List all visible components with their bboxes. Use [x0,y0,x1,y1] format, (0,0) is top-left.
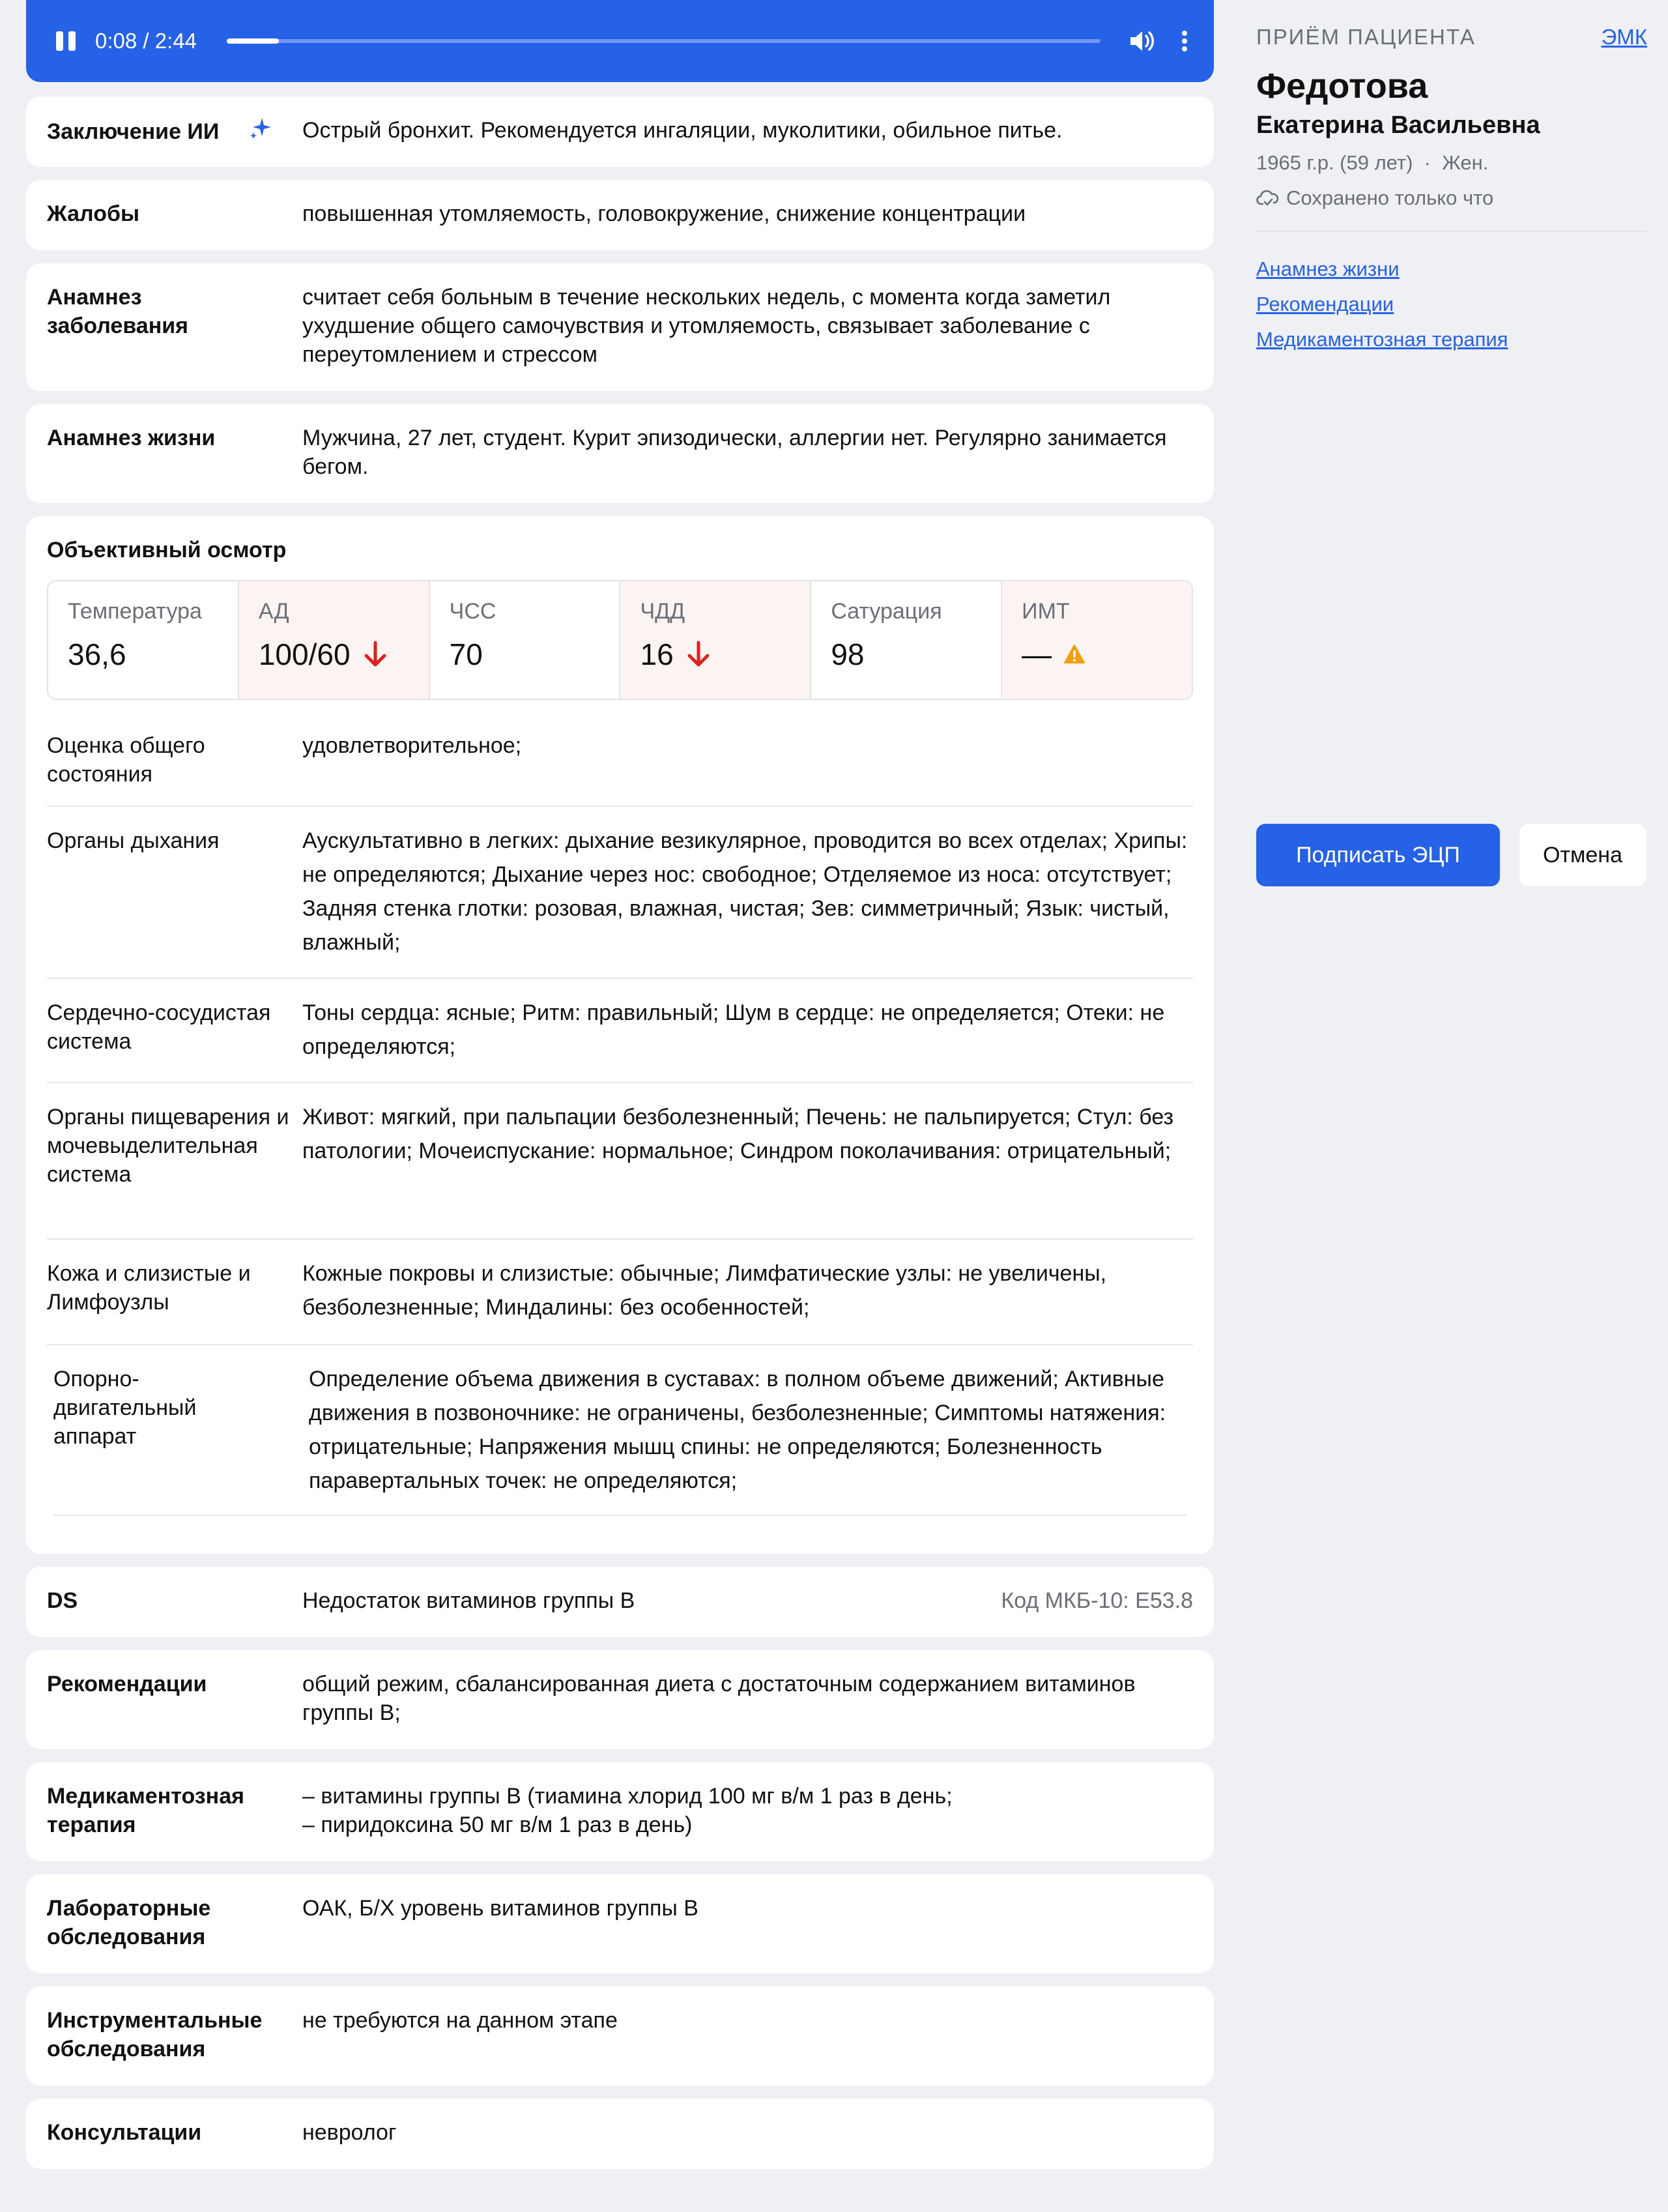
lab-value[interactable]: ОАК, Б/Х уровень витаминов группы В [302,1896,698,1921]
nav-link-recommendations[interactable]: Рекомендации [1256,293,1394,315]
anamnesis-life-value[interactable]: Мужчина, 27 лет, студент. Курит эпизодически, аллергии нет. Регулярно занимается бегом. [302,426,1167,479]
vital-saturation[interactable]: Сатурация 98 [811,581,1002,699]
exam-row: Органы пищеварения и мочевыделительная система Живот: мягкий, при пальпации безболезненный; Печень: не пальпируется; Стул: без патологии; Мочеиспускание: нормальное; Синдром поколачивания: отрицательный; [47,1083,1193,1240]
nav-link-anamnesis-life[interactable]: Анамнез жизни [1256,257,1400,280]
icd-code: Код МКБ-10: E53.8 [1001,1588,1193,1613]
complaints-label: Жалобы [47,201,140,226]
ds-value[interactable]: Недостаток витаминов группы В [302,1588,635,1613]
exam-rows [47,726,1193,1516]
audio-player [26,0,1214,82]
instrumental-label: Инструментальные обследования [47,2008,263,2061]
vital-temperature[interactable]: Температура 36,6 [48,581,239,699]
anamnesis-disease-card [26,263,1214,391]
saved-status: Сохранено только что [1286,186,1494,209]
vital-bmi[interactable]: ИМТ — [1002,581,1192,699]
patient-name: Екатерина Васильевна [1256,111,1540,139]
pause-icon[interactable] [56,31,76,51]
instrumental-card [26,1986,1214,2086]
vital-respiratory-rate[interactable]: ЧДД 16 [620,581,811,699]
player-time: 0:08 / 2:44 [95,29,197,53]
anamnesis-disease-value[interactable]: считает себя больным в течение нескольких недель, с момента когда заметил ухудшение общего самочувствия и утомляемость, связывает заболевание с переутомлением и стрессом [302,285,1111,367]
patient-sidebar [1256,0,1647,867]
sidebar-actions [1256,824,1646,886]
cloud-check-icon [1256,188,1280,208]
exam-row: Сердечно-сосудистая система Тоны сердца: ясные; Ритм: правильный; Шум в сердце: не определяется; Отеки: не определяются; [47,979,1193,1083]
warning-icon [1063,644,1086,665]
recommendations-value[interactable]: общий режим, сбалансированная диета с достаточным содержанием витаминов группы В; [302,1672,1136,1725]
ai-conclusion-label: Заключение ИИ [47,119,220,144]
exam-row: Кожа и слизистые и Лимфоузлы Кожные покровы и слизистые: обычные; Лимфатические узлы: не увеличены, безболезненные; Миндалины: без особенностей; [47,1240,1193,1345]
exam-title: Объективный осмотр [47,538,287,562]
vitals-panel [47,580,1193,700]
more-options-icon[interactable] [1181,30,1188,52]
drug-therapy-label: Медикаментозная терапия [47,1784,244,1837]
patient-info: 1965 г.р. (59 лет) · Жен. [1256,151,1489,174]
player-progress-fill [227,38,279,44]
divider [1256,231,1647,232]
complaints-value[interactable]: повышенная утомляемость, головокружение, снижение концентрации [302,201,1026,226]
emk-link[interactable]: ЭМК [1601,25,1647,49]
sign-ecp-button[interactable]: Подписать ЭЦП [1256,824,1500,886]
volume-icon[interactable] [1129,29,1155,53]
cancel-button[interactable]: Отмена [1519,824,1646,886]
exam-row: Органы дыхания Аускультативно в легких: дыхание везикулярное, проводится во всех отделах; Хрипы: не определяются; Дыхание через нос: свободное; Отделяемое из носа: отсутствует; Задняя стенка глотки: розовая, влажная, чистая; Зев: симметричный; Язык: чистый, влажный; [47,807,1193,979]
lab-label: Лабораторные обследования [47,1896,211,1949]
anamnesis-disease-label: Анамнез заболевания [47,285,188,338]
arrow-down-icon [685,640,712,669]
lab-card [26,1874,1214,1973]
main-content [26,0,1214,2169]
arrow-down-icon [362,640,388,669]
exam-row: Оценка общего состояния удовлетворительное; [47,726,1193,807]
vital-heart-rate[interactable]: ЧСС 70 [430,581,621,699]
ds-card [26,1567,1214,1637]
vital-blood-pressure[interactable]: АД 100/60 [239,581,430,699]
objective-exam-card [26,516,1214,1554]
nav-link-drug-therapy[interactable]: Медикаментозная терапия [1256,328,1508,351]
anamnesis-life-label: Анамнез жизни [47,426,216,450]
exam-row: Опорно-двигательный аппарат Определение объема движения в суставах: в полном объеме движений; Активные движения в позвоночнике: не ограничены, безболезненные; Симптомы натяжения: отрицательные; Напряжения мышц спины: не определяются; Болезненность паравертальных точек: не определяются; [53,1345,1186,1516]
drug-therapy-value[interactable]: – витамины группы В (тиамина хлорид 100 мг в/м 1 раз в день; – пиридоксина 50 мг в/м 1 раз в день) [302,1784,953,1837]
consultations-value[interactable]: невролог [302,2120,397,2145]
ds-label: DS [47,1588,78,1613]
sidebar-title: ПРИЁМ ПАЦИЕНТА [1256,25,1476,49]
player-progress-track[interactable] [227,39,1100,43]
instrumental-value[interactable]: не требуются на данном этапе [302,2008,618,2033]
ai-conclusion-card [26,96,1214,167]
drug-therapy-card [26,1762,1214,1861]
consultations-card [26,2099,1214,2169]
consultations-label: Консультации [47,2120,202,2145]
sidebar-nav [1256,252,1647,357]
patient-surname: Федотова [1256,66,1428,106]
sparkle-icon [248,115,274,149]
recommendations-label: Рекомендации [47,1672,207,1696]
anamnesis-life-card [26,404,1214,503]
ai-conclusion-value[interactable]: Острый бронхит. Рекомендуется ингаляции, муколитики, обильное питье. [302,118,1063,143]
recommendations-card [26,1650,1214,1749]
complaints-card [26,180,1214,250]
